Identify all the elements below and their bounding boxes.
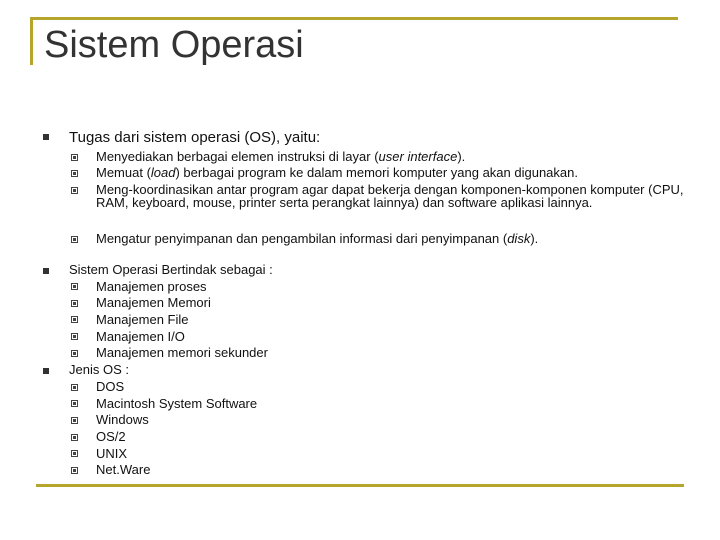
left-rule — [30, 17, 33, 65]
section3-item: DOS — [96, 379, 125, 394]
hollow-square-bullet-icon — [71, 417, 78, 424]
section2-heading: Sistem Operasi Bertindak sebagai : — [69, 262, 273, 277]
square-bullet-icon — [43, 268, 49, 274]
hollow-square-bullet-icon — [71, 333, 78, 340]
section1-item4: Mengatur penyimpanan dan pengambilan informasi dari penyimpanan (disk). — [96, 231, 539, 246]
hollow-square-bullet-icon — [71, 187, 78, 194]
top-rule — [30, 17, 678, 20]
hollow-square-bullet-icon — [71, 400, 78, 407]
hollow-square-bullet-icon — [71, 384, 78, 391]
hollow-square-bullet-icon — [71, 154, 78, 161]
hollow-square-bullet-icon — [71, 283, 78, 290]
section1-heading: Tugas dari sistem operasi (OS), yaitu: — [69, 129, 321, 146]
section2-item: Manajemen Memori — [96, 295, 211, 310]
hollow-square-bullet-icon — [71, 170, 78, 177]
square-bullet-icon — [43, 368, 49, 374]
section3-heading: Jenis OS : — [69, 362, 129, 377]
slide-title: Sistem Operasi — [44, 24, 304, 66]
section3-item: OS/2 — [96, 429, 126, 444]
section2-item: Manajemen proses — [96, 279, 207, 294]
hollow-square-bullet-icon — [71, 450, 78, 457]
section2-item: Manajemen memori sekunder — [96, 345, 268, 360]
section3-item: UNIX — [96, 446, 128, 461]
section3-item: Macintosh System Software — [96, 396, 258, 411]
hollow-square-bullet-icon — [71, 467, 78, 474]
section1-item3: Meng-koordinasikan antar program agar dapat bekerja dengan komponen-komponen komputer (CPU, RAM, keyboard, mouse, printer serta perangkat lainnya) dan software aplikasi lainnya. — [96, 182, 684, 210]
hollow-square-bullet-icon — [71, 350, 78, 357]
square-bullet-icon — [43, 134, 49, 140]
hollow-square-bullet-icon — [71, 300, 78, 307]
bottom-rule — [36, 484, 684, 487]
hollow-square-bullet-icon — [71, 316, 78, 323]
section2-item: Manajemen File — [96, 312, 189, 327]
section1-item1: Menyediakan berbagai elemen instruksi di layar (user interface). — [96, 149, 466, 164]
section2-item: Manajemen I/O — [96, 329, 185, 344]
section1-item2: Memuat (load) berbagai program ke dalam memori komputer yang akan digunakan. — [96, 165, 578, 180]
hollow-square-bullet-icon — [71, 236, 78, 243]
hollow-square-bullet-icon — [71, 434, 78, 441]
section3-item: Net.Ware — [96, 462, 151, 477]
section3-item: Windows — [96, 412, 149, 427]
